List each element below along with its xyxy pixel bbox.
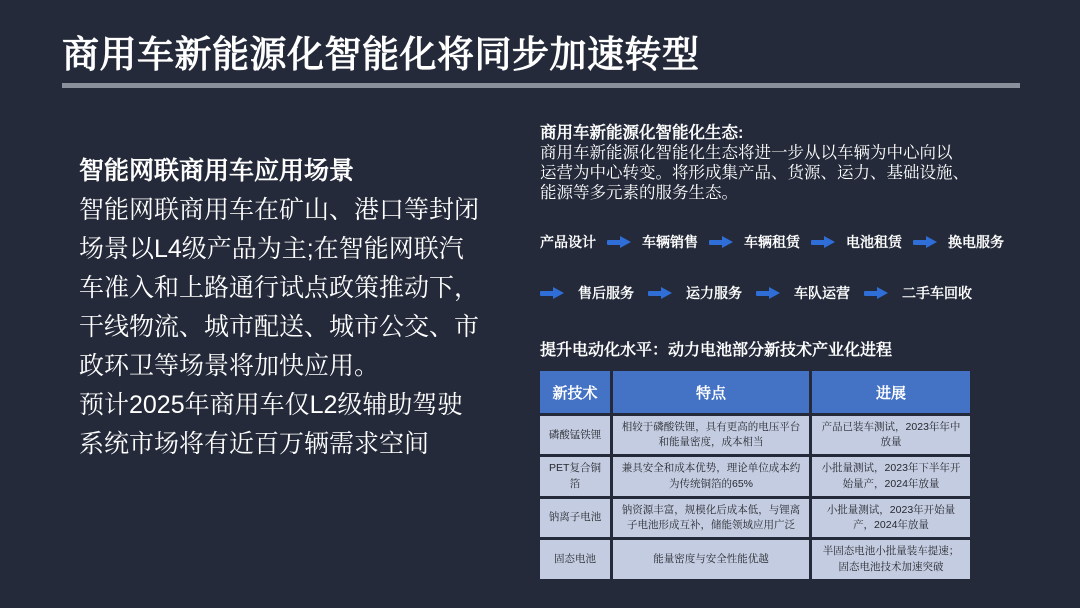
table-row xyxy=(540,457,970,495)
flow-step-label: 换电服务 xyxy=(948,234,1004,250)
ecosystem-text-line: 运营为中心转变。将形成集产品、货源、运力、基础设施、 xyxy=(540,164,969,182)
flow-step-label: 运力服务 xyxy=(686,285,742,301)
flow-step-label: 车辆租赁 xyxy=(744,234,800,250)
flow-arrow-icon xyxy=(864,287,888,300)
table-header-cell-feature: 特点 xyxy=(613,371,809,413)
battery-table xyxy=(537,368,973,582)
table-row xyxy=(540,540,970,578)
table-row xyxy=(540,499,970,537)
flow-step-label: 电池租赁 xyxy=(846,234,902,250)
feature-cell: 钠资源丰富，规模化后成本低，与锂离子电池形成互补，储能领域应用广泛 xyxy=(613,499,809,537)
ecosystem-text-line: 能源等多元素的服务生态。 xyxy=(540,184,738,202)
ecosystem-panel xyxy=(540,123,1004,582)
flow-arrow-icon xyxy=(756,287,780,300)
scenario-text-line: 系统市场将有近百万辆需求空间 xyxy=(79,430,430,458)
flow-arrow-icon xyxy=(709,236,733,249)
scenario-heading: 智能网联商用车应用场景 xyxy=(79,157,355,185)
scenario-text-line: 预计2025年商用车仅L2级辅助驾驶 xyxy=(79,391,463,419)
scenario-text-line: 智能网联商用车在矿山、港口等封闭 xyxy=(79,196,480,224)
flow-row-2 xyxy=(540,283,992,303)
progress-cell: 半固态电池小批量装车提速；固态电池技术加速突破 xyxy=(812,540,970,578)
feature-cell: 相较于磷酸铁锂，具有更高的电压平台和能量密度，成本相当 xyxy=(613,416,809,454)
flow-arrow-icon xyxy=(913,236,937,249)
flow-step-label: 车队运营 xyxy=(794,285,850,301)
tech-cell: 磷酸锰铁锂 xyxy=(540,416,610,454)
battery-section-heading: 提升电动化水平：动力电池部分新技术产业化进程 xyxy=(540,342,893,359)
feature-cell: 能量密度与安全性能优越 xyxy=(613,540,809,578)
scenario-text-line: 干线物流、城市配送、城市公交、市 xyxy=(79,313,480,341)
ecosystem-heading: 商用车新能源化智能化生态: xyxy=(540,124,744,142)
flow-step-label: 二手车回收 xyxy=(902,285,972,301)
ecosystem-text-line: 商用车新能源化智能化生态将进一步从以车辆为中心向以 xyxy=(540,144,953,162)
flow-arrow-icon xyxy=(648,287,672,300)
flow-arrow-icon xyxy=(607,236,631,249)
title-underline xyxy=(62,83,1020,88)
progress-cell: 小批量测试，2023年开始量产，2024年放量 xyxy=(812,499,970,537)
flow-step-label: 售后服务 xyxy=(578,285,634,301)
feature-cell: 兼具安全和成本优势，理论单位成本约为传统铜箔的65% xyxy=(613,457,809,495)
table-header-cell-progress: 进展 xyxy=(812,371,970,413)
table-header-row xyxy=(540,371,970,413)
table-row xyxy=(540,416,970,454)
scenario-panel xyxy=(79,152,539,464)
scenario-text-line: 车准入和上路通行试点政策推动下， xyxy=(79,274,480,302)
flow-arrow-icon xyxy=(811,236,835,249)
scenario-text-line: 场景以L4级产品为主;在智能网联汽 xyxy=(79,235,464,263)
tech-cell: 固态电池 xyxy=(540,540,610,578)
scenario-text-line: 政环卫等场景将加快应用。 xyxy=(79,352,380,380)
tech-cell: PET复合铜箔 xyxy=(540,457,610,495)
flow-step-label: 产品设计 xyxy=(540,234,596,250)
flow-step-label: 车辆销售 xyxy=(642,234,698,250)
tech-cell: 钠离子电池 xyxy=(540,499,610,537)
table-header-cell-tech: 新技术 xyxy=(540,371,610,413)
progress-cell: 小批量测试，2023年下半年开始量产，2024年放量 xyxy=(812,457,970,495)
slide-title: 商用车新能源化智能化将同步加速转型 xyxy=(62,34,700,75)
flow-row-1 xyxy=(540,232,1004,252)
flow-arrow-icon xyxy=(540,287,564,300)
progress-cell: 产品已装车测试，2023年年中放量 xyxy=(812,416,970,454)
